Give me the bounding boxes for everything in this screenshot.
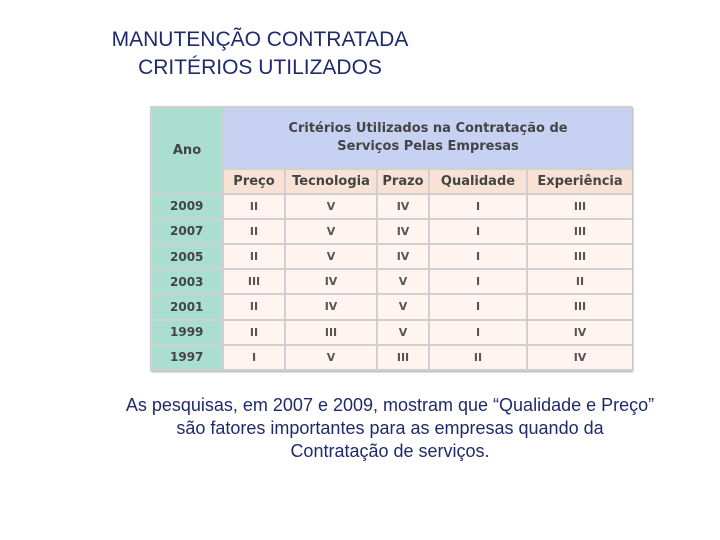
table-cell: IV xyxy=(378,245,428,268)
table-cell: II xyxy=(528,270,632,293)
table-row xyxy=(152,195,632,218)
table-cell: I xyxy=(430,270,526,293)
table-cell: II xyxy=(224,220,284,243)
table-row xyxy=(152,346,632,369)
column-header-qualidade: Qualidade xyxy=(430,170,526,193)
year-column-header: Ano xyxy=(152,108,222,193)
table-cell: IV xyxy=(378,195,428,218)
summary-line-1: As pesquisas, em 2007 e 2009, mostram que “Qualidade e Preço” xyxy=(125,395,655,415)
table-cell: I xyxy=(430,321,526,344)
criteria-header-line-2: Serviços Pelas Empresas xyxy=(337,138,519,154)
table-cell: V xyxy=(286,346,376,369)
table-cell: IV xyxy=(286,295,376,318)
column-header-tecnologia: Tecnologia xyxy=(286,170,376,193)
title-line-1: MANUTENÇÃO CONTRATADA xyxy=(111,28,409,51)
table-cell: III xyxy=(224,270,284,293)
table-cell: I xyxy=(430,295,526,318)
table-cell: IV xyxy=(528,321,632,344)
summary-line-2: são fatores importantes para as empresas quando da xyxy=(176,418,604,438)
table-cell: I xyxy=(224,346,284,369)
table-cell: V xyxy=(286,245,376,268)
table-row xyxy=(152,321,632,344)
table-cell: IV xyxy=(378,220,428,243)
table-cell: V xyxy=(378,321,428,344)
year-cell: 1997 xyxy=(152,346,222,369)
table-cell: IV xyxy=(286,270,376,293)
table-cell: V xyxy=(378,295,428,318)
table-cell: I xyxy=(430,195,526,218)
year-cell: 2007 xyxy=(152,220,222,243)
table-cell: III xyxy=(528,295,632,318)
summary-text xyxy=(70,394,710,463)
table-row xyxy=(152,270,632,293)
table-cell: III xyxy=(528,220,632,243)
summary-line-3: Contratação de serviços. xyxy=(290,441,490,461)
table-cell: III xyxy=(528,245,632,268)
table-cell: III xyxy=(286,321,376,344)
column-header-prazo: Prazo xyxy=(378,170,428,193)
year-cell: 2003 xyxy=(152,270,222,293)
year-cell: 1999 xyxy=(152,321,222,344)
table-row xyxy=(152,220,632,243)
table-cell: I xyxy=(430,245,526,268)
year-cell: 2001 xyxy=(152,295,222,318)
table-cell: II xyxy=(224,321,284,344)
column-header-experiencia: Experiência xyxy=(528,170,632,193)
title-line-2: CRITÉRIOS UTILIZADOS xyxy=(138,56,382,79)
year-cell: 2005 xyxy=(152,245,222,268)
table-cell: IV xyxy=(528,346,632,369)
column-header-preco: Preço xyxy=(224,170,284,193)
table-row xyxy=(152,295,632,318)
criteria-table-image xyxy=(150,106,632,371)
table-row xyxy=(152,245,632,268)
criteria-header-line-1: Critérios Utilizados na Contratação de xyxy=(288,120,568,136)
year-cell: 2009 xyxy=(152,195,222,218)
table-cell: V xyxy=(286,195,376,218)
table-cell: II xyxy=(224,295,284,318)
table-cell: II xyxy=(224,195,284,218)
table-cell: V xyxy=(286,220,376,243)
slide-title xyxy=(60,26,460,82)
criteria-group-header xyxy=(224,108,632,168)
table-cell: III xyxy=(378,346,428,369)
table-cell: III xyxy=(528,195,632,218)
table-cell: V xyxy=(378,270,428,293)
table-cell: I xyxy=(430,220,526,243)
column-header-row xyxy=(152,170,632,193)
table-cell: II xyxy=(430,346,526,369)
table-cell: II xyxy=(224,245,284,268)
criteria-table xyxy=(150,106,634,371)
